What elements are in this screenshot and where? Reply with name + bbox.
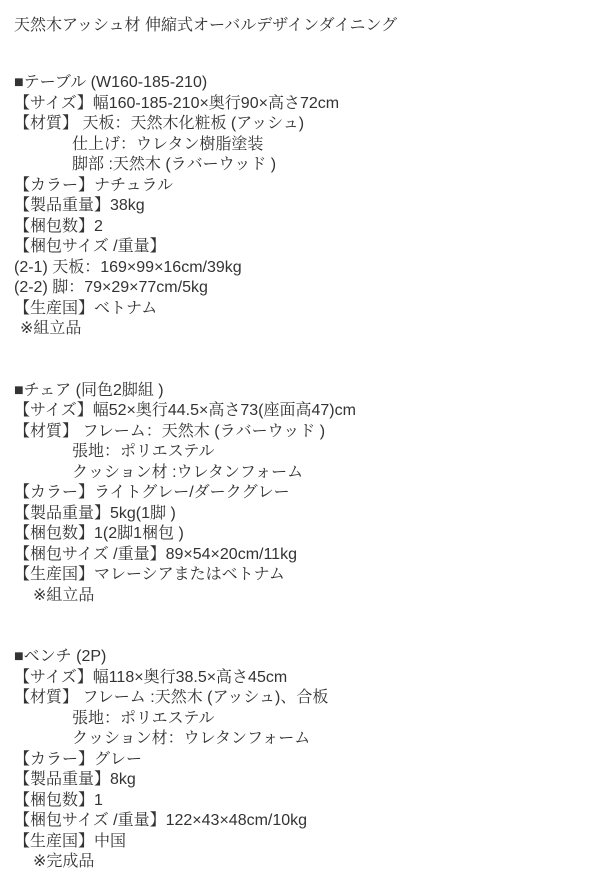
section-table xyxy=(14,73,590,340)
bench-material-line: 【材質】 フレーム :天然木 (アッシュ)、合板 xyxy=(14,689,329,706)
table-weight-line: 【製品重量】38kg xyxy=(14,197,145,214)
section-heading-table: ■テーブル (W160-185-210) xyxy=(14,74,208,91)
section-heading-chair: ■チェア (同色2脚組 ) xyxy=(14,381,164,399)
bench-color-line: 【カラー】グレー xyxy=(14,750,143,768)
chair-material-line: 【材質】 フレーム：天然木 (ラバーウッド ) xyxy=(14,422,326,440)
chair-package-size-line: 【梱包サイズ /重量】89×54×20cm/11kg xyxy=(14,545,297,563)
chair-weight-line: 【製品重量】5kg(1脚 ) xyxy=(14,504,176,522)
table-material-finish-line: 仕上げ：ウレタン樹脂塗装 xyxy=(72,135,264,153)
table-size-line: 【サイズ】幅160-185-210×奥行90×高さ72cm xyxy=(14,94,340,112)
chair-size-line: 【サイズ】幅52×奥行44.5×高さ73(座面高47)cm xyxy=(14,402,356,419)
bench-size-line: 【サイズ】幅118×奥行38.5×高さ45cm xyxy=(14,668,288,686)
bench-weight-line: 【製品重量】8kg xyxy=(14,771,136,788)
chair-material-upholstery-line: 張地：ポリエステル xyxy=(72,443,215,460)
table-package-item1-line: (2-1) 天板：169×99×16cm/39kg xyxy=(14,258,242,276)
table-material-legs-line: 脚部 :天然木 (ラバーウッド ) xyxy=(72,156,277,173)
table-assembly-note-line: ※組立品 xyxy=(20,320,82,337)
chair-assembly-note-line: ※組立品 xyxy=(33,586,95,604)
section-heading-bench: ■ベンチ (2P) xyxy=(14,648,107,665)
bench-material-cushion-line: クッション材：ウレタンフォーム xyxy=(72,730,311,747)
bench-finished-note-line: ※完成品 xyxy=(33,853,95,870)
section-bench xyxy=(14,647,590,873)
table-color-line: 【カラー】ナチュラル xyxy=(14,176,174,194)
table-material-line: 【材質】 天板：天然木化粧板 (アッシュ) xyxy=(14,115,305,132)
bench-country-line: 【生産国】中国 xyxy=(14,832,127,850)
page-title: 天然木アッシュ材 伸縮式オーバルデザインダイニング xyxy=(14,17,398,34)
bench-package-count-line: 【梱包数】1 xyxy=(14,791,103,809)
table-package-item2-line: (2-2) 脚：79×29×77cm/5kg xyxy=(14,279,208,296)
bench-material-upholstery-line: 張地：ポリエステル xyxy=(72,709,215,727)
table-package-count-line: 【梱包数】2 xyxy=(14,217,103,235)
chair-package-count-line: 【梱包数】1(2脚1梱包 ) xyxy=(14,525,184,542)
chair-color-line: 【カラー】ライトグレー/ダークグレー xyxy=(14,484,290,501)
bench-package-size-line: 【梱包サイズ /重量】122×43×48cm/10kg xyxy=(14,812,308,829)
table-country-line: 【生産国】ベトナム xyxy=(14,299,158,317)
chair-material-cushion-line: クッション材 :ウレタンフォーム xyxy=(72,463,304,481)
section-chair xyxy=(14,381,590,607)
table-package-size-header-line: 【梱包サイズ /重量】 xyxy=(14,238,166,255)
chair-country-line: 【生産国】マレーシアまたはベトナム xyxy=(14,566,285,583)
